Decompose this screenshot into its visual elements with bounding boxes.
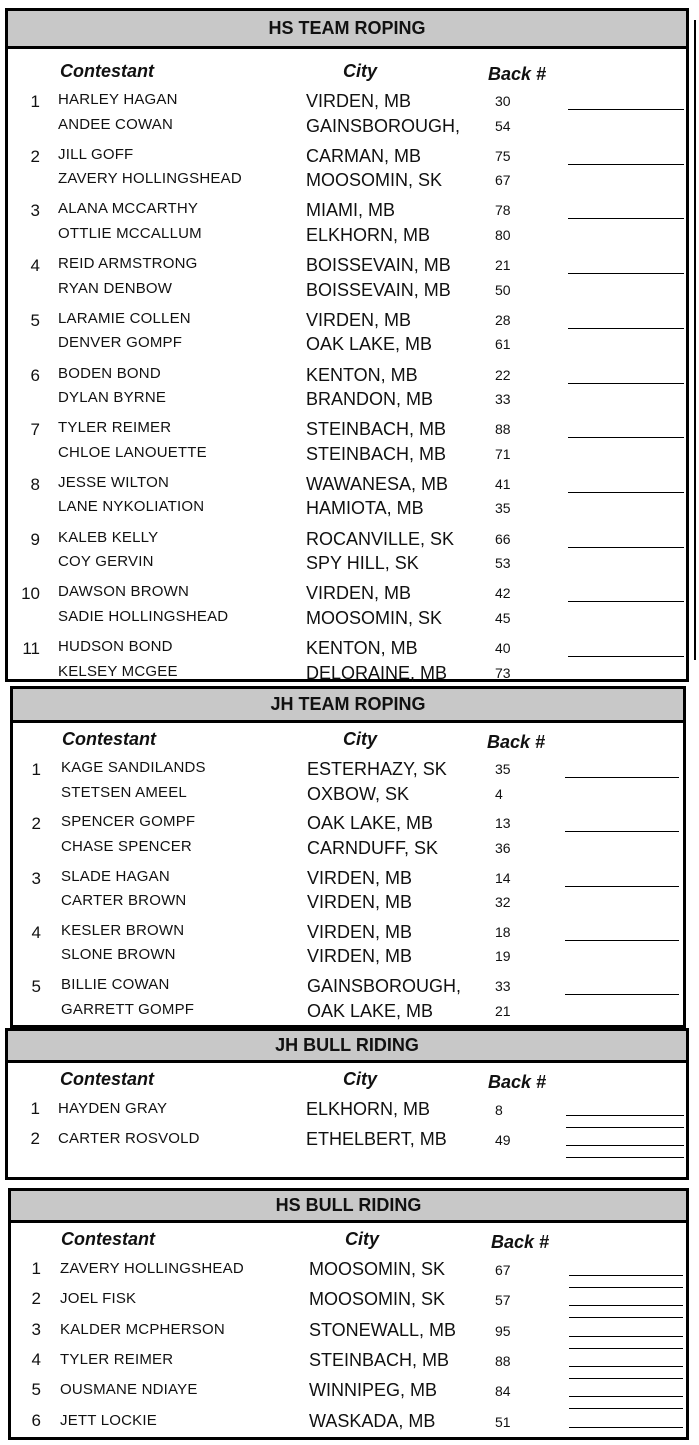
back-number: 80 — [495, 226, 511, 243]
column-header-back-number: Back # — [488, 1072, 547, 1092]
score-line[interactable] — [568, 218, 684, 219]
team-number: 4 — [31, 922, 41, 942]
contestant-name: DAWSON BROWN — [58, 583, 190, 601]
contestant-city: STEINBACH, MB — [306, 443, 447, 464]
score-line[interactable] — [565, 886, 679, 887]
back-number: 49 — [495, 1131, 511, 1148]
column-header-back-number: Back # — [488, 64, 547, 84]
team-number: 9 — [30, 529, 40, 549]
contestant-name: RYAN DENBOW — [58, 279, 173, 297]
rider-number: 1 — [31, 1259, 41, 1278]
column-header-city: City — [345, 1229, 380, 1249]
back-number: 8 — [495, 1102, 503, 1118]
back-number: 21 — [495, 1002, 511, 1019]
team-number: 1 — [31, 760, 41, 779]
contestant-city: GAINSBOROUGH, — [306, 115, 461, 136]
contestant-city: OAK LAKE, MB — [307, 1000, 434, 1021]
contestant-city: STEINBACH, MB — [306, 419, 447, 440]
section-jh-team-roping — [10, 686, 686, 1028]
back-number: 36 — [495, 839, 511, 856]
score-line[interactable] — [568, 273, 684, 274]
score-line-lower[interactable] — [569, 1287, 683, 1288]
score-line[interactable] — [565, 940, 679, 941]
back-number: 67 — [495, 1262, 511, 1278]
back-number: 33 — [495, 978, 511, 995]
score-line[interactable] — [569, 1427, 683, 1428]
contestant-name: SADIE HOLLINGSHEAD — [58, 607, 229, 625]
column-header-contestant: Contestant — [61, 1229, 155, 1249]
contestant-name: STETSEN AMEEL — [61, 783, 187, 801]
team-number: 2 — [31, 814, 41, 834]
contestant-name: REID ARMSTRONG — [58, 255, 198, 273]
contestant-city: MOOSOMIN, SK — [306, 607, 443, 628]
rider-city: WINNIPEG, MB — [309, 1380, 438, 1401]
back-number: 35 — [495, 500, 511, 517]
contestant-name: CARTER BROWN — [61, 892, 187, 910]
section-jh-bull-riding — [5, 1028, 689, 1180]
score-line-lower[interactable] — [569, 1378, 683, 1379]
team-number: 1 — [30, 92, 40, 111]
column-header-back-number: Back # — [487, 732, 546, 752]
column-header-contestant: Contestant — [60, 61, 154, 81]
contestant-city: BRANDON, MB — [306, 389, 434, 409]
score-line-lower[interactable] — [566, 1157, 684, 1158]
rider-number: 5 — [31, 1380, 41, 1400]
team-number: 8 — [30, 474, 40, 494]
back-number: 84 — [495, 1383, 511, 1400]
rider-name: OUSMANE NDIAYE — [60, 1381, 198, 1399]
team-number: 10 — [21, 584, 40, 604]
column-header-city: City — [343, 61, 378, 81]
back-number: 61 — [495, 336, 511, 353]
team-number: 4 — [30, 256, 40, 276]
back-number: 75 — [495, 147, 511, 164]
section-title: HS TEAM ROPING — [8, 11, 686, 49]
rider-name: CARTER ROSVOLD — [58, 1129, 200, 1147]
team-number: 5 — [30, 310, 40, 330]
team-number: 11 — [22, 639, 40, 658]
rider-city: ETHELBERT, MB — [306, 1128, 447, 1149]
contestant-city: VIRDEN, MB — [307, 867, 413, 888]
team-number: 6 — [30, 365, 40, 385]
back-number: 21 — [495, 257, 511, 274]
rider-city: WASKADA, MB — [309, 1410, 436, 1431]
contestant-city: HAMIOTA, MB — [306, 498, 424, 519]
rider-number: 6 — [31, 1410, 41, 1430]
back-number: 57 — [495, 1292, 511, 1309]
score-line[interactable] — [568, 656, 684, 657]
rider-name: ZAVERY HOLLINGSHEAD — [60, 1260, 244, 1277]
right-border-stroke-lower — [686, 1250, 688, 1440]
score-line[interactable] — [565, 777, 679, 778]
contestant-name: TYLER REIMER — [58, 419, 172, 437]
contestant-city: VIRDEN, MB — [306, 583, 412, 604]
score-line[interactable] — [568, 437, 684, 438]
contestant-city: MOOSOMIN, SK — [306, 170, 443, 191]
score-line[interactable] — [568, 164, 684, 165]
section-title: JH BULL RIDING — [8, 1031, 686, 1063]
contestant-city: ROCANVILLE, SK — [306, 528, 455, 549]
contestant-city: VIRDEN, MB — [306, 309, 412, 330]
contestant-city: ESTERHAZY, SK — [307, 759, 447, 779]
rider-name: JOEL FISK — [60, 1290, 137, 1308]
back-number: 88 — [495, 1352, 511, 1369]
contestant-name: HARLEY HAGAN — [58, 91, 178, 108]
score-line[interactable] — [568, 383, 684, 384]
back-number: 51 — [495, 1413, 511, 1430]
rider-number: 1 — [30, 1099, 40, 1118]
contestant-name: DENVER GOMPF — [58, 334, 183, 352]
back-number: 41 — [495, 475, 511, 492]
back-number: 19 — [495, 948, 511, 965]
score-line[interactable] — [569, 1366, 683, 1367]
section-hs-team-roping — [5, 8, 689, 682]
back-number: 40 — [495, 640, 511, 656]
score-line[interactable] — [568, 328, 684, 329]
section-hs-bull-riding — [8, 1188, 689, 1440]
score-line[interactable] — [568, 492, 684, 493]
back-number: 54 — [495, 117, 511, 134]
rider-name: KALDER MCPHERSON — [60, 1320, 225, 1338]
contestant-name: CHLOE LANOUETTE — [58, 443, 207, 461]
rider-city: STONEWALL, MB — [309, 1319, 457, 1340]
rider-city: MOOSOMIN, SK — [309, 1259, 446, 1279]
score-line-lower[interactable] — [566, 1127, 684, 1128]
rider-city: STEINBACH, MB — [309, 1349, 450, 1370]
contestant-name: KESLER BROWN — [61, 921, 185, 939]
contestant-city: GAINSBOROUGH, — [307, 976, 462, 997]
contestant-name: KALEB KELLY — [58, 528, 159, 546]
contestant-name: DYLAN BYRNE — [58, 389, 167, 406]
contestant-name: GARRETT GOMPF — [61, 1000, 195, 1018]
back-number: 66 — [495, 530, 511, 547]
contestant-name: KELSEY MCGEE — [58, 662, 178, 680]
contestant-city: WAWANESA, MB — [306, 473, 449, 494]
contestant-city: SPY HILL, SK — [306, 553, 419, 574]
contestant-city: ELKHORN, MB — [306, 224, 431, 245]
contestant-city: VIRDEN, MB — [307, 921, 413, 942]
column-header-contestant: Contestant — [60, 1069, 154, 1089]
contestant-city: OAK LAKE, MB — [307, 813, 434, 834]
team-number: 5 — [31, 977, 41, 997]
rider-name: HAYDEN GRAY — [58, 1100, 168, 1117]
team-number: 3 — [30, 201, 40, 221]
rider-city: MOOSOMIN, SK — [309, 1289, 446, 1310]
back-number: 32 — [495, 894, 511, 911]
contestant-city: VIRDEN, MB — [307, 892, 413, 913]
contestant-city: VIRDEN, MB — [307, 946, 413, 967]
column-header-city: City — [343, 1069, 378, 1089]
section-title: JH TEAM ROPING — [13, 689, 683, 723]
score-line[interactable] — [565, 831, 679, 832]
score-line[interactable] — [568, 109, 684, 110]
column-header-city: City — [343, 729, 378, 749]
contestant-city: BOISSEVAIN, MB — [306, 279, 451, 300]
rider-city: ELKHORN, MB — [306, 1099, 431, 1119]
back-number: 73 — [495, 664, 511, 681]
score-line[interactable] — [568, 601, 684, 602]
score-line[interactable] — [566, 1145, 684, 1146]
back-number: 95 — [495, 1322, 511, 1339]
back-number: 67 — [495, 172, 511, 189]
back-number: 28 — [495, 311, 511, 328]
contestant-name: SLONE BROWN — [61, 946, 176, 964]
back-number: 71 — [495, 445, 511, 462]
contestant-name: LARAMIE COLLEN — [58, 309, 191, 327]
contestant-city: VIRDEN, MB — [306, 91, 412, 111]
team-number: 2 — [30, 146, 40, 166]
contestant-city: OXBOW, SK — [307, 783, 410, 804]
back-number: 22 — [495, 366, 511, 383]
contestant-name: BILLIE COWAN — [61, 976, 170, 994]
score-line-lower[interactable] — [569, 1348, 683, 1349]
contestant-city: CARMAN, MB — [306, 145, 422, 166]
contestant-name: KAGE SANDILANDS — [61, 759, 206, 776]
score-line[interactable] — [569, 1275, 683, 1276]
contestant-city: BOISSEVAIN, MB — [306, 255, 451, 276]
contestant-city: MIAMI, MB — [306, 200, 395, 221]
contestant-name: ANDEE COWAN — [58, 115, 173, 133]
column-header-back-number: Back # — [491, 1232, 550, 1252]
team-number: 7 — [30, 420, 40, 440]
score-line-lower[interactable] — [569, 1317, 683, 1318]
back-number: 35 — [495, 761, 511, 777]
team-number: 3 — [31, 868, 41, 888]
rider-name: JETT LOCKIE — [60, 1411, 157, 1429]
back-number: 88 — [495, 421, 511, 438]
contestant-name: SLADE HAGAN — [61, 867, 170, 885]
contestant-name: LANE NYKOLIATION — [58, 498, 205, 516]
back-number: 42 — [495, 585, 511, 602]
back-number: 53 — [495, 555, 511, 572]
back-number: 13 — [495, 815, 511, 832]
contestant-city: OAK LAKE, MB — [306, 334, 433, 355]
contestant-name: BODEN BOND — [58, 364, 161, 382]
right-border-stroke — [694, 20, 696, 660]
rider-number: 3 — [31, 1319, 41, 1339]
contestant-city: KENTON, MB — [306, 364, 418, 385]
contestant-name: HUDSON BOND — [58, 638, 173, 655]
column-header-contestant: Contestant — [62, 729, 156, 749]
rider-name: TYLER REIMER — [60, 1350, 174, 1368]
contestant-city: KENTON, MB — [306, 638, 418, 658]
score-line[interactable] — [569, 1336, 683, 1337]
section-title: HS BULL RIDING — [11, 1191, 686, 1223]
score-line[interactable] — [569, 1396, 683, 1397]
contestant-name: OTTLIE MCCALLUM — [58, 224, 202, 242]
contestant-name: COY GERVIN — [58, 553, 154, 571]
back-number: 78 — [495, 202, 511, 219]
score-line[interactable] — [569, 1305, 683, 1306]
score-line-lower[interactable] — [569, 1439, 683, 1440]
back-number: 4 — [495, 785, 503, 802]
score-line-lower[interactable] — [569, 1408, 683, 1409]
back-number: 50 — [495, 281, 511, 298]
rider-number: 2 — [31, 1289, 41, 1309]
contestant-name: CHASE SPENCER — [61, 837, 192, 855]
rider-number: 4 — [31, 1349, 41, 1369]
contestant-city: DELORAINE, MB — [306, 662, 448, 683]
back-number: 33 — [495, 391, 511, 407]
score-line[interactable] — [568, 547, 684, 548]
contestant-name: JILL GOFF — [58, 145, 134, 163]
contestant-name: JESSE WILTON — [58, 473, 170, 491]
back-number: 18 — [495, 923, 511, 940]
contestant-city: CARNDUFF, SK — [307, 837, 439, 858]
score-line[interactable] — [565, 994, 679, 995]
contestant-name: SPENCER GOMPF — [61, 813, 196, 831]
score-line[interactable] — [566, 1115, 684, 1116]
back-number: 30 — [495, 93, 511, 109]
back-number: 14 — [495, 869, 511, 886]
contestant-name: ALANA MCCARTHY — [58, 200, 199, 218]
rider-number: 2 — [30, 1128, 40, 1148]
back-number: 45 — [495, 609, 511, 626]
contestant-name: ZAVERY HOLLINGSHEAD — [58, 170, 242, 188]
